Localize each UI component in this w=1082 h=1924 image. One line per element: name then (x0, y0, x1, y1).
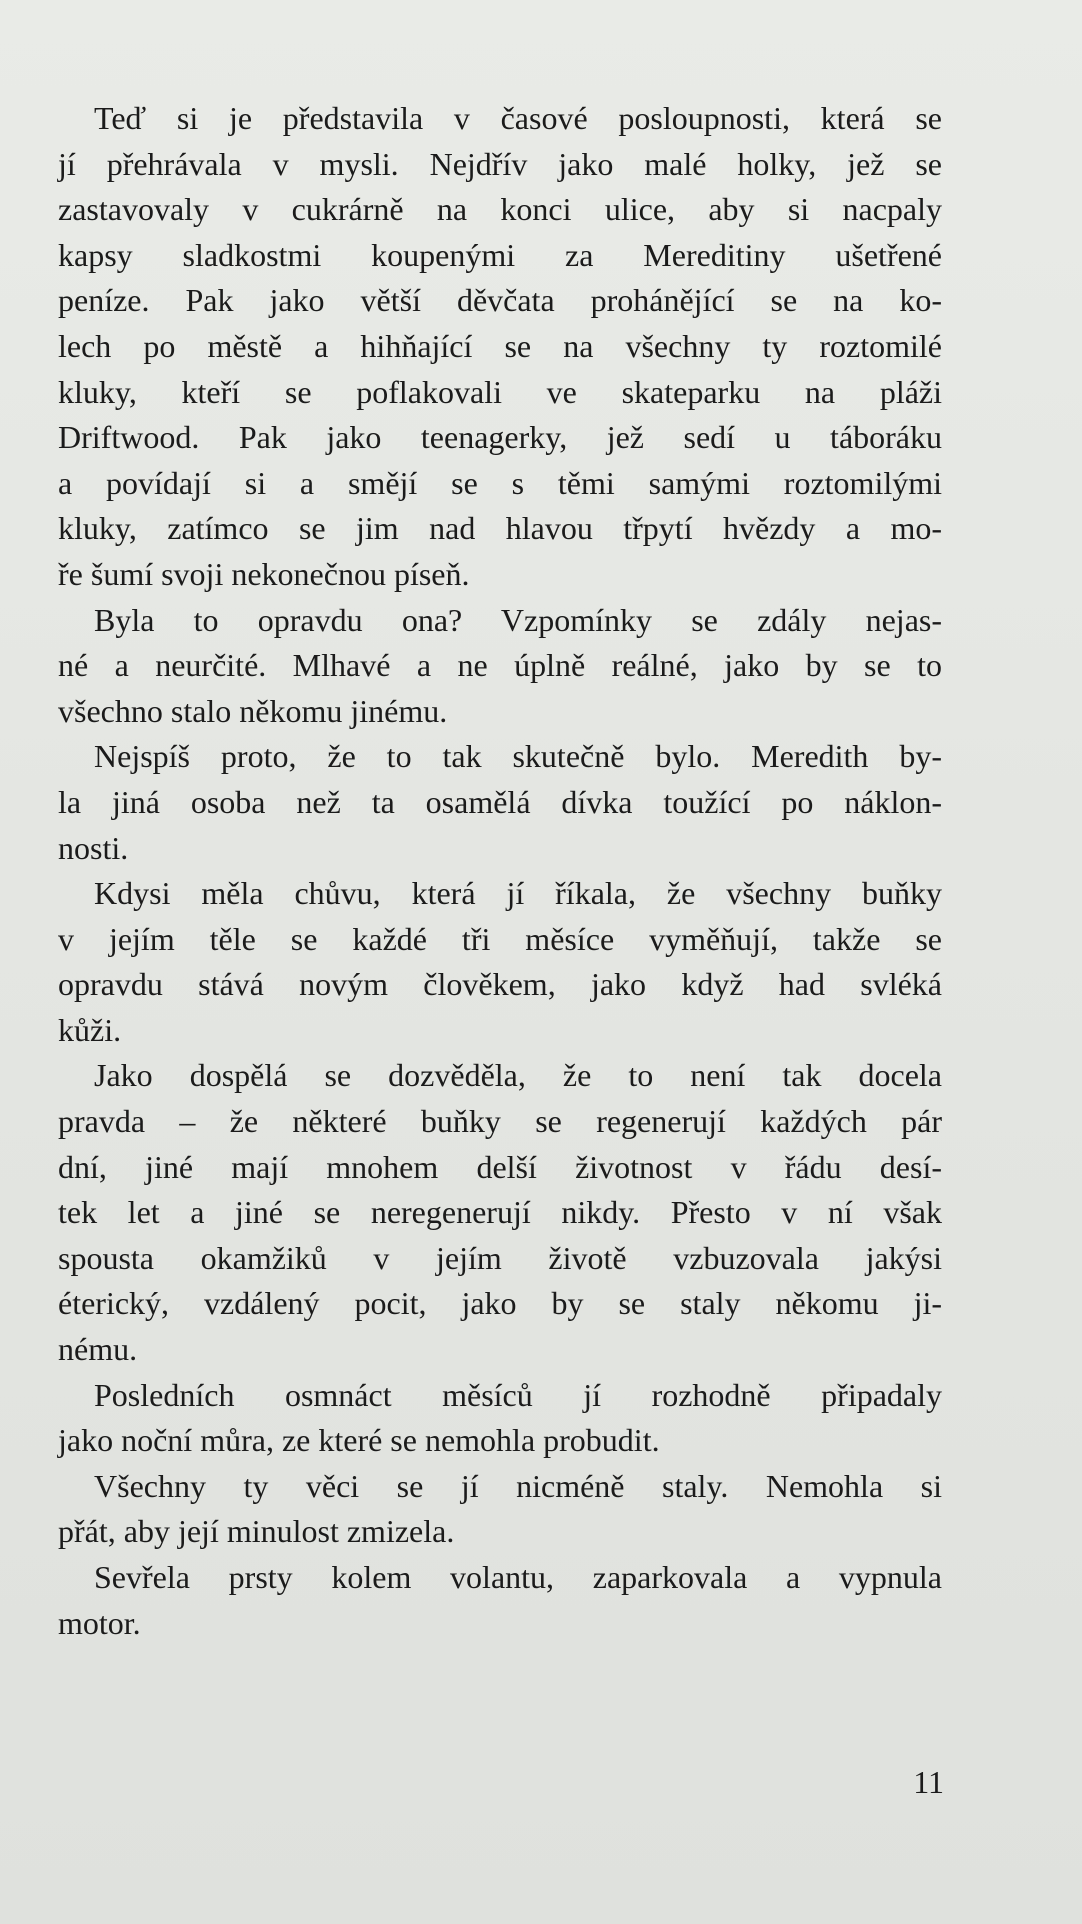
text-line: pravda – že některé buňky se regenerují každých pár (58, 1103, 942, 1140)
text-line: jako noční můra, ze které se nemohla probudit. (58, 1422, 660, 1459)
text-line: Teď si je představila v časové posloupnosti, která se (94, 100, 942, 136)
text-line: zastavovaly v cukrárně na konci ulice, aby si nacpaly (58, 191, 942, 228)
text-line: né a neurčité. Mlhavé a ne úplně reálné, jako by se to (58, 647, 942, 684)
text-line: Nejspíš proto, že to tak skutečně bylo. Meredith by- (94, 738, 942, 775)
text-line: tek let a jiné se neregenerují nikdy. Přesto v ní však (58, 1194, 942, 1231)
text-line: peníze. Pak jako větší děvčata prohánějící se na ko- (58, 282, 942, 319)
text-line: kůži. (58, 1011, 122, 1048)
text-line: Všechny ty věci se jí nicméně staly. Nemohla si (94, 1467, 942, 1504)
paragraph (58, 598, 942, 735)
text-line: Posledních osmnáct měsíců jí rozhodně připadaly (94, 1376, 942, 1413)
text-line: motor. (58, 1604, 141, 1641)
paragraph (58, 1555, 942, 1646)
text-line: kluky, zatímco se jim nad hlavou třpytí hvězdy a mo- (58, 510, 942, 547)
text-line: Sevřela prsty kolem volantu, zaparkovala a vypnula (94, 1559, 942, 1595)
paragraph (58, 871, 942, 1053)
text-line: Driftwood. Pak jako teenagerky, jež sedí u táboráku (58, 419, 942, 456)
text-line: spousta okamžiků v jejím životě vzbuzovala jakýsi (58, 1239, 942, 1276)
text-line: přát, aby její minulost zmizela. (58, 1513, 455, 1550)
text-line: kapsy sladkostmi koupenými za Mereditiny ušetřené (58, 236, 942, 273)
text-line: éterický, vzdálený pocit, jako by se staly někomu ji- (58, 1285, 942, 1322)
paragraph (58, 96, 942, 598)
text-line: ře šumí svoji nekonečnou píseň. (58, 555, 470, 592)
paragraph (58, 1053, 942, 1372)
text-line: Byla to opravdu ona? Vzpomínky se zdály nejas- (94, 601, 942, 638)
text-line: lech po městě a hihňající se na všechny ty roztomilé (58, 327, 942, 364)
page-number: 11 (913, 1764, 944, 1800)
paragraph (58, 1464, 942, 1555)
text-line: dní, jiné mají mnohem delší životnost v řádu desí- (58, 1148, 942, 1185)
text-line: kluky, kteří se poflakovali ve skateparku na pláži (58, 373, 942, 410)
body-text (58, 96, 942, 1646)
text-line: la jiná osoba než ta osamělá dívka toužící po náklon- (58, 783, 942, 820)
text-line: opravdu stává novým člověkem, jako když had svléká (58, 966, 942, 1003)
text-line: a povídají si a smějí se s těmi samými roztomilými (58, 464, 942, 501)
text-line: jí přehrávala v mysli. Nejdřív jako malé holky, jež se (58, 145, 942, 182)
text-line: Jako dospělá se dozvěděla, že to není tak docela (94, 1057, 942, 1094)
text-line: nému. (58, 1331, 138, 1368)
text-line: Kdysi měla chůvu, která jí říkala, že všechny buňky (94, 875, 942, 912)
paragraph (58, 1373, 942, 1464)
text-line: nosti. (58, 829, 129, 866)
text-line: všechno stalo někomu jinému. (58, 692, 448, 729)
text-line: v jejím těle se každé tři měsíce vyměňují, takže se (58, 920, 942, 957)
paragraph (58, 734, 942, 871)
